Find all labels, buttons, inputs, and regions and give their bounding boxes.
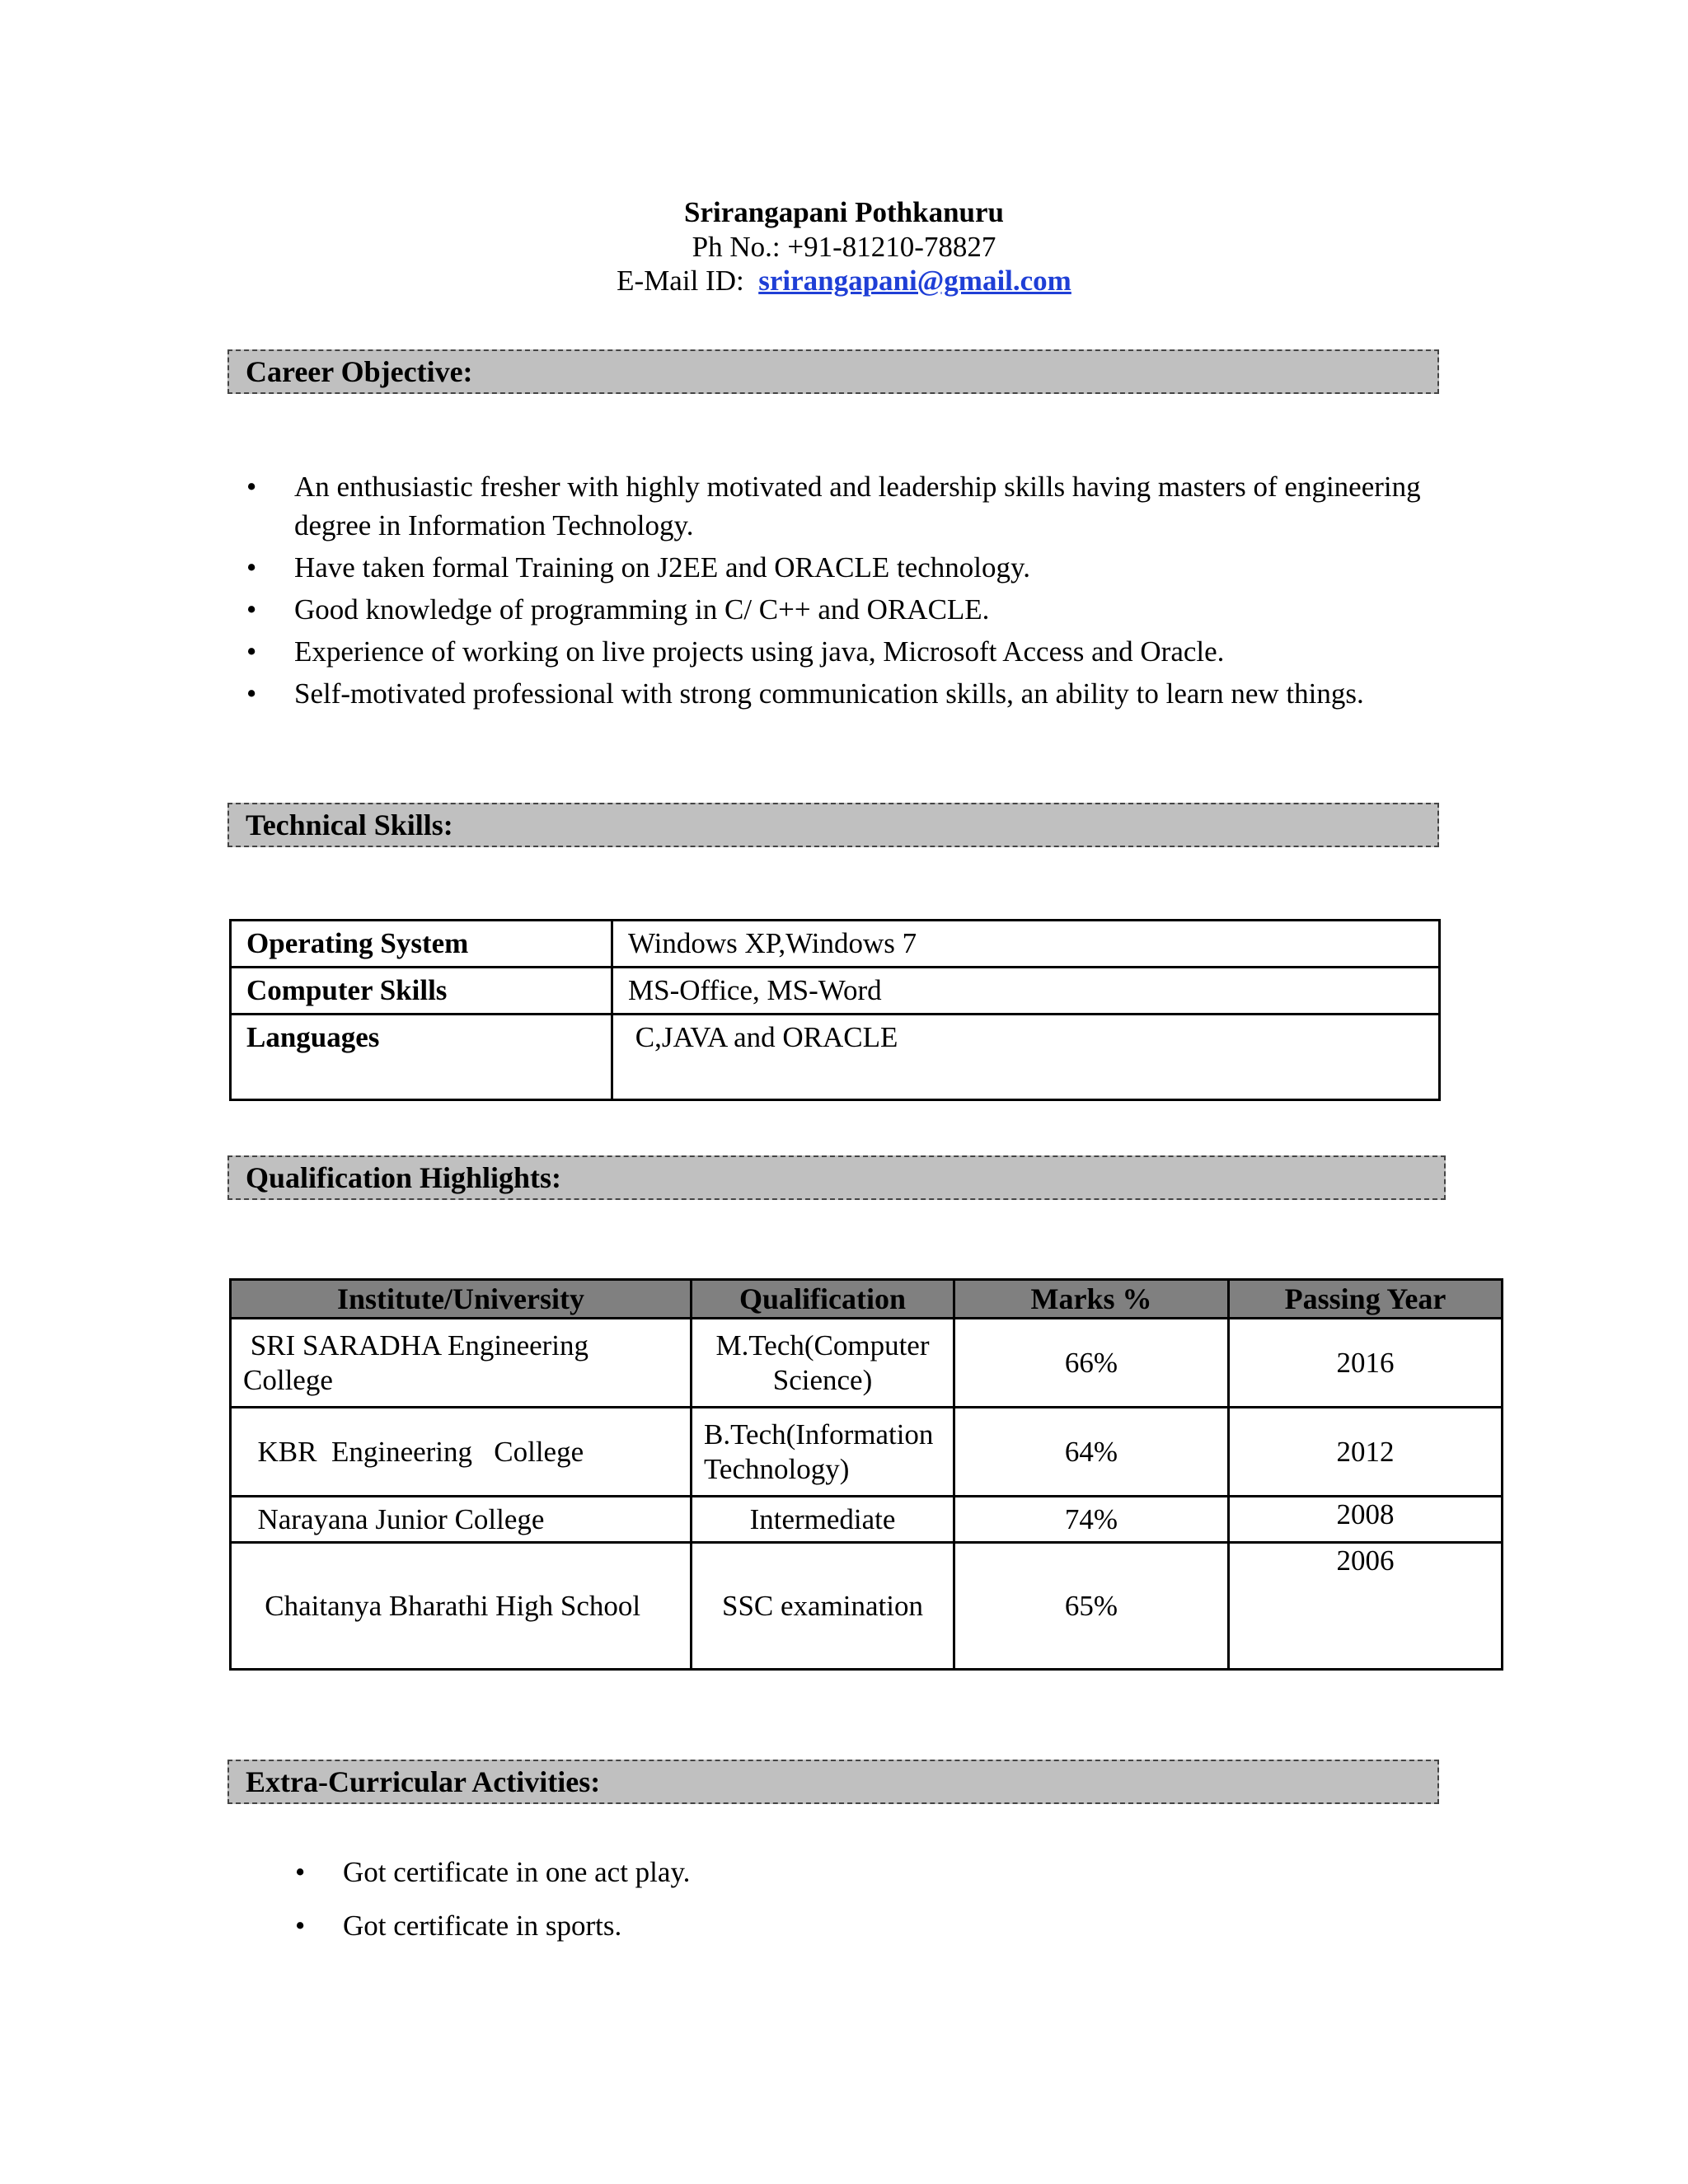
list-item: • Have taken formal Training on J2EE and ORACLE technology. <box>294 548 1448 587</box>
skill-key: Operating System <box>231 921 612 968</box>
year-cell: 2012 <box>1229 1408 1503 1497</box>
column-header: Institute/University <box>231 1280 692 1319</box>
institute-cell: Chaitanya Bharathi High School <box>231 1543 692 1670</box>
candidate-name: Srirangapani Pothkanuru <box>683 196 1005 228</box>
list-item: • Got certificate in one act play. <box>343 1853 1414 1892</box>
list-item: • Experience of working on live projects using java, Microsoft Access and Oracle. <box>294 632 1448 671</box>
table-row <box>231 1543 1503 1670</box>
section-technical-skills: Technical Skills: <box>227 803 1439 847</box>
marks-cell: 65% <box>954 1543 1229 1670</box>
year-cell: 2016 <box>1229 1319 1503 1408</box>
table-row <box>231 968 1440 1015</box>
qualification-cell: B.Tech(Information Technology) <box>692 1408 954 1497</box>
skill-value: Windows XP,Windows 7 <box>612 921 1440 968</box>
institute-cell: Narayana Junior College <box>231 1497 692 1543</box>
career-objective-list <box>294 467 1448 716</box>
institute-cell: SRI SARADHA Engineering College <box>231 1319 692 1408</box>
table-row <box>231 1408 1503 1497</box>
marks-cell: 64% <box>954 1408 1229 1497</box>
list-item: • Good knowledge of programming in C/ C++ and ORACLE. <box>294 590 1448 629</box>
skills-table <box>229 919 1441 1101</box>
skill-value: MS-Office, MS-Word <box>612 968 1440 1015</box>
table-header-row <box>231 1280 1503 1319</box>
year-cell: 2006 <box>1229 1543 1503 1670</box>
qualification-table <box>229 1278 1503 1671</box>
skill-key: Languages <box>231 1015 612 1100</box>
table-row <box>231 1497 1503 1543</box>
column-header: Marks % <box>954 1280 1229 1319</box>
table-row <box>231 1319 1503 1408</box>
marks-cell: 74% <box>954 1497 1229 1543</box>
phone-number: Ph No.: +91-81210-78827 <box>692 231 996 263</box>
skill-value: C,JAVA and ORACLE <box>612 1015 1440 1100</box>
email-link[interactable]: srirangapani@gmail.com <box>758 265 1071 297</box>
list-item: • Got certificate in sports. <box>343 1906 1414 1946</box>
email-line <box>0 264 1688 298</box>
year-cell: 2008 <box>1229 1497 1503 1543</box>
qualification-cell: M.Tech(Computer Science) <box>692 1319 954 1408</box>
table-row <box>231 921 1440 968</box>
column-header: Qualification <box>692 1280 954 1319</box>
qualification-cell: Intermediate <box>692 1497 954 1543</box>
list-item: • An enthusiastic fresher with highly motivated and leadership skills having masters of engineering degree in Information Technology. <box>294 467 1448 545</box>
section-extra-curricular: Extra-Curricular Activities: <box>227 1760 1439 1804</box>
skill-key: Computer Skills <box>231 968 612 1015</box>
section-career-objective: Career Objective: <box>227 349 1439 394</box>
list-item: • Self-motivated professional with strong communication skills, an ability to learn new things. <box>294 674 1448 713</box>
table-row <box>231 1015 1440 1100</box>
email-label: E-Mail ID: <box>617 265 744 297</box>
marks-cell: 66% <box>954 1319 1229 1408</box>
section-qualification-highlights: Qualification Highlights: <box>227 1155 1446 1200</box>
extra-curricular-list <box>343 1853 1414 1946</box>
column-header: Passing Year <box>1229 1280 1503 1319</box>
qualification-cell: SSC examination <box>692 1543 954 1670</box>
institute-cell: KBR Engineering College <box>231 1408 692 1497</box>
